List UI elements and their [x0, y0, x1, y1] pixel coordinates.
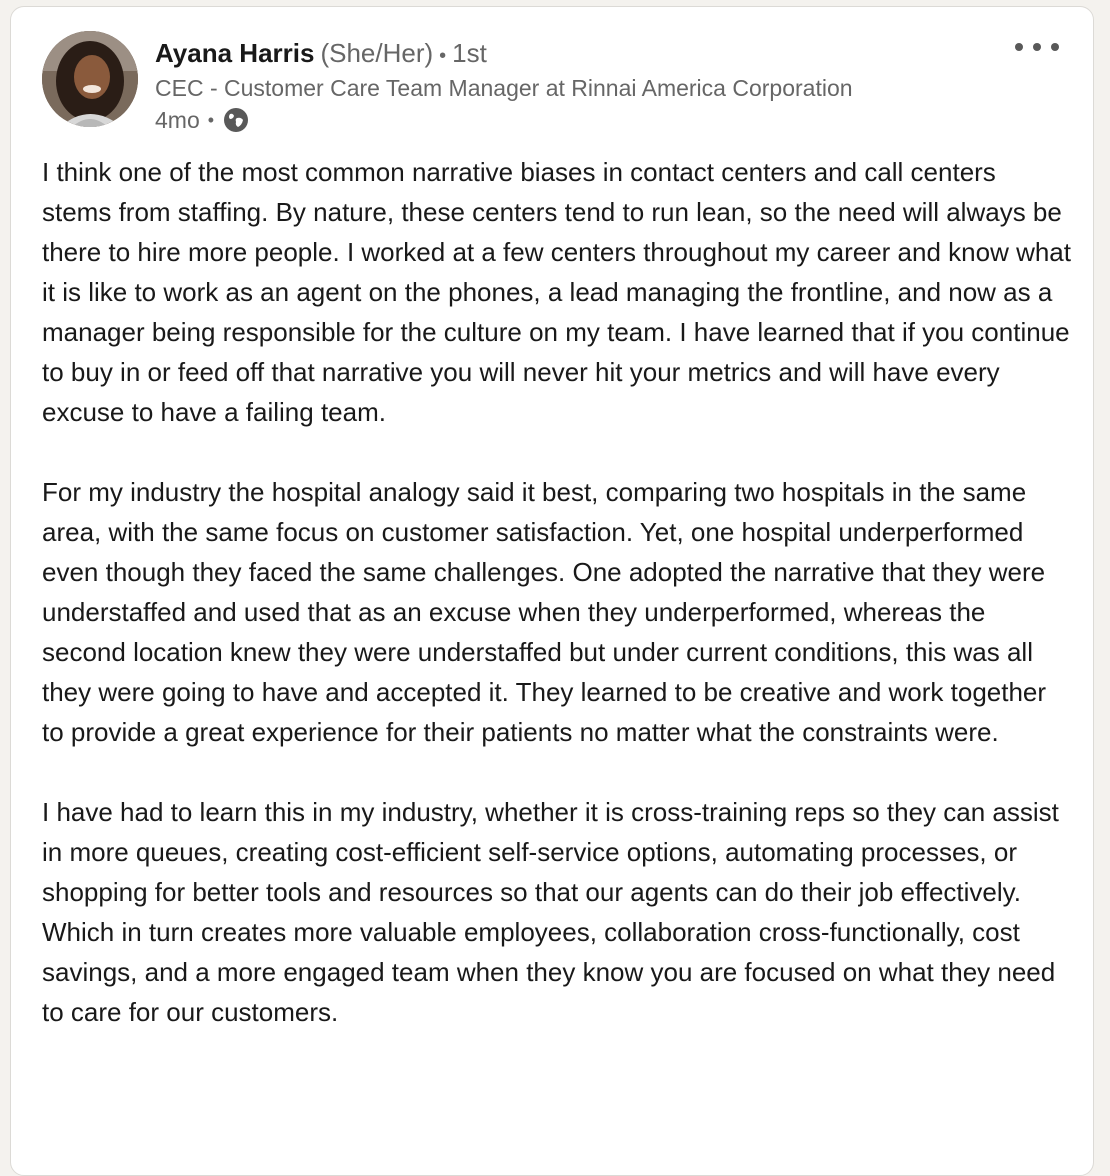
post-paragraph: I have had to learn this in my industry, whether it is cross-training reps so they can assist in more queues, creating cost-efficient self-service options, automating processes, or shopping for better tools and resources so that our agents can do their job effectively. Which in turn creates more valuable employees, collaboration cross-functionally, cost savings, and a more engaged team when they know you are focused on what they need to care for our customers.: [42, 797, 1059, 1027]
separator-dot: •: [207, 110, 215, 130]
connection-degree: 1st: [452, 38, 487, 68]
post-paragraph: I think one of the most common narrative biases in contact centers and call centers stems from staffing. By nature, these centers tend to run lean, so the need will always be there to hire more people. I worked at a few centers throughout my career and know what it is like to work as an agent on the phones, a lead managing the frontline, and now as a manager being responsible for the culture on my team. I have learned that if you continue to buy in or feed off that narrative you will never hit your metrics and will have every excuse to have a failing team.: [42, 157, 1071, 427]
more-dot-icon: [1015, 43, 1023, 51]
post-card: [10, 6, 1094, 1176]
more-dot-icon: [1033, 43, 1041, 51]
author-headline: CEC - Customer Care Team Manager at Rinnai America Corporation: [155, 75, 853, 101]
author-name[interactable]: Ayana Harris: [155, 38, 315, 68]
post-paragraph: For my industry the hospital analogy said it best, comparing two hospitals in the same area, with the same focus on customer satisfaction. Yet, one hospital underperformed even though they faced the same challenges. One adopted the narrative that they were understaffed and used that as an excuse when they underperformed, whereas the second location knew they were understaffed but under current conditions, this was all they were going to have and accepted it. They learned to be creative and work together to provide a great experience for their patients no matter what the constraints were.: [42, 477, 1047, 747]
avatar[interactable]: [42, 31, 138, 127]
author-line: [155, 37, 487, 72]
post-body: [42, 152, 1072, 1072]
more-options-button[interactable]: [1015, 35, 1059, 59]
author-pronouns: (She/Her): [320, 38, 434, 68]
post-meta: [155, 105, 250, 135]
globe-icon: [222, 106, 250, 134]
more-dot-icon: [1051, 43, 1059, 51]
separator-dot: •: [439, 45, 447, 67]
post-time[interactable]: 4mo: [155, 107, 200, 133]
